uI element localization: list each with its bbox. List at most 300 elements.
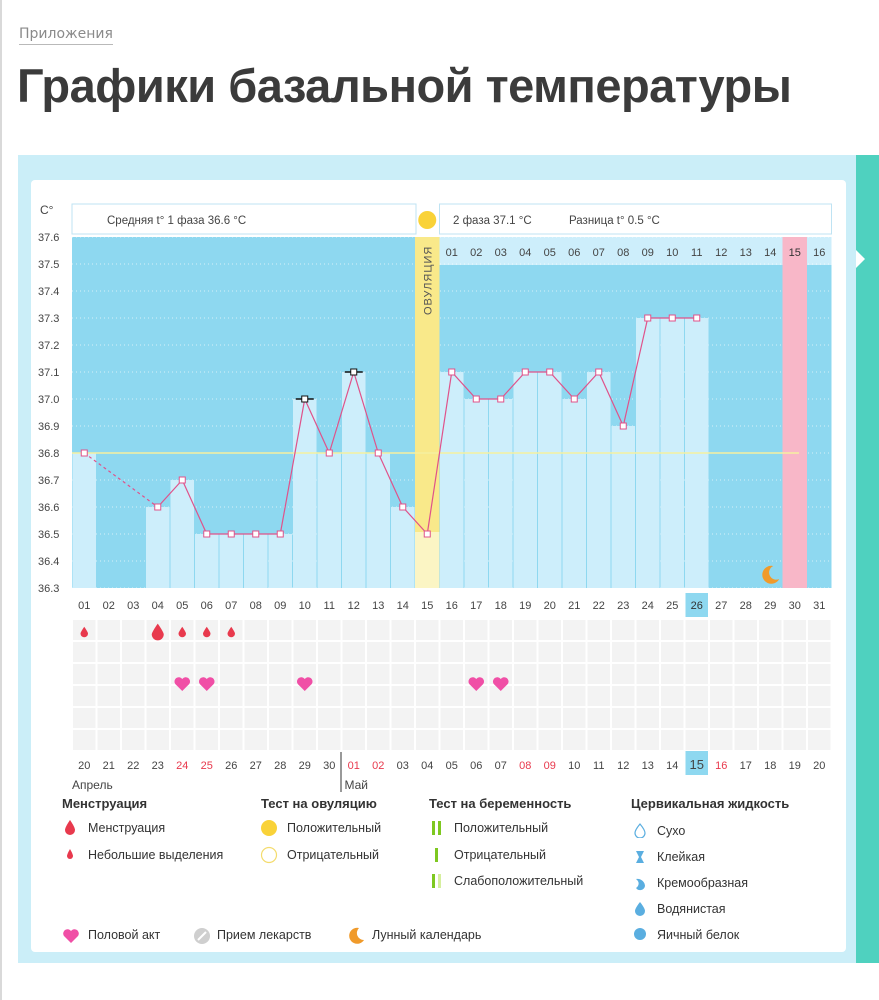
symptom-cell	[294, 708, 317, 728]
highlight-column	[783, 237, 808, 588]
date-label: 22	[127, 760, 140, 772]
temperature-point	[620, 423, 626, 429]
phase2-day-label: 07	[592, 247, 605, 259]
phase2-day-label: 08	[617, 247, 630, 259]
symptom-cell	[269, 708, 292, 728]
legend-pregnancy-title: Тест на беременность	[429, 796, 572, 811]
symptom-cell	[318, 642, 341, 662]
symptom-cell	[710, 664, 733, 684]
phase2-day-label: 05	[543, 247, 556, 259]
date-label: 29	[298, 760, 311, 772]
cycle-day-label: 25	[666, 600, 679, 612]
symptom-cell	[416, 708, 439, 728]
symptom-cell	[318, 664, 341, 684]
date-label: 26	[225, 760, 238, 772]
date-label: 06	[470, 760, 483, 772]
symptom-cell	[318, 686, 341, 706]
temperature-point	[277, 531, 283, 537]
symptom-cell	[245, 620, 268, 640]
symptom-cell	[367, 642, 390, 662]
sticky-icon	[634, 850, 646, 865]
symptom-cell	[220, 708, 243, 728]
symptom-cell	[637, 730, 660, 750]
symptom-cell	[392, 642, 415, 662]
symptom-cell	[367, 708, 390, 728]
symptom-cell	[294, 620, 317, 640]
legend-cervical-watery: Водянистая	[657, 902, 726, 916]
temperature-point	[375, 450, 381, 456]
symptom-cell	[245, 642, 268, 662]
legend-menstruation-item: Менструация	[88, 821, 166, 835]
symptom-cell	[686, 730, 709, 750]
symptom-cell	[514, 686, 537, 706]
date-label: 04	[421, 760, 434, 772]
symptom-cell	[147, 708, 170, 728]
symptom-cell	[808, 642, 831, 662]
symptom-cell	[637, 686, 660, 706]
legend-cervical-eggwhite: Яичный белок	[657, 928, 740, 942]
symptom-cell	[73, 686, 96, 706]
temperature-point	[326, 450, 332, 456]
date-label: 10	[568, 760, 581, 772]
symptom-cell	[73, 730, 96, 750]
cycle-day-label: 29	[764, 600, 777, 612]
symptom-cell	[465, 620, 488, 640]
symptom-cell	[98, 686, 121, 706]
symptom-cell	[392, 664, 415, 684]
phase2-day-label: 14	[764, 247, 777, 259]
legend-pregnancy-negative: Отрицательный	[454, 848, 547, 862]
temperature-bar	[220, 534, 244, 588]
symptom-cell	[735, 730, 758, 750]
date-label: 15	[689, 757, 704, 772]
symptom-cell	[269, 620, 292, 640]
date-label: 19	[788, 760, 801, 772]
y-tick-label: 37.2	[38, 340, 60, 352]
symptom-cell	[588, 664, 611, 684]
symptom-cell	[294, 730, 317, 750]
drop-small-icon	[66, 848, 74, 860]
symptom-cell	[784, 686, 807, 706]
cycle-day-label: 06	[200, 600, 213, 612]
phase2-day-label: 13	[739, 247, 752, 259]
symptom-cell	[784, 642, 807, 662]
date-label: 20	[78, 760, 91, 772]
cycle-day-label: 19	[519, 600, 532, 612]
temperature-point	[204, 531, 210, 537]
symptom-cell	[710, 730, 733, 750]
phase2-day-label: 06	[568, 247, 581, 259]
symptom-cell	[392, 620, 415, 640]
symptom-cell	[661, 730, 684, 750]
temperature-point	[81, 450, 87, 456]
ovulation-sun-icon	[418, 211, 436, 229]
legend-pregnancy-positive: Положительный	[454, 821, 549, 835]
month-label-may: Май	[344, 778, 369, 792]
date-label: 21	[102, 760, 115, 772]
cycle-day-label: 24	[641, 600, 654, 612]
date-label: 14	[666, 760, 679, 772]
legend-intercourse: Половой акт	[88, 928, 161, 942]
temperature-bar	[391, 507, 415, 588]
symptom-cell	[171, 708, 194, 728]
symptom-cell	[98, 664, 121, 684]
symptom-cell	[539, 664, 562, 684]
symptom-cell	[98, 620, 121, 640]
symptom-cell	[318, 620, 341, 640]
symptom-cell	[245, 686, 268, 706]
temperature-bar	[269, 534, 293, 588]
symptom-cell	[759, 708, 782, 728]
symptom-cell	[147, 664, 170, 684]
symptom-cell	[465, 642, 488, 662]
egg-white-icon	[633, 927, 647, 941]
symptom-cell	[367, 686, 390, 706]
symptom-cell	[661, 664, 684, 684]
temperature-point	[694, 315, 700, 321]
symptom-cell	[661, 708, 684, 728]
symptom-cell	[759, 620, 782, 640]
symptom-cell	[759, 730, 782, 750]
symptom-cell	[416, 664, 439, 684]
symptom-cell	[514, 642, 537, 662]
symptom-cell	[318, 708, 341, 728]
temperature-bar	[367, 453, 391, 588]
date-label: 02	[372, 760, 385, 772]
temperature-difference: Разница t° 0.5 °C	[569, 215, 660, 227]
pregnancy-negative-icon	[430, 847, 444, 863]
symptom-cell	[73, 642, 96, 662]
temperature-bar	[73, 453, 97, 588]
symptom-cell	[269, 730, 292, 750]
symptom-cell	[808, 730, 831, 750]
symptom-cell	[318, 730, 341, 750]
y-tick-label: 37.3	[38, 313, 60, 325]
symptom-cell	[588, 730, 611, 750]
symptom-cell	[73, 664, 96, 684]
symptom-cell	[637, 708, 660, 728]
cycle-day-label: 26	[690, 600, 703, 612]
cycle-day-label: 09	[274, 600, 287, 612]
temperature-point	[400, 504, 406, 510]
symptom-cell	[612, 730, 635, 750]
date-label: 20	[813, 760, 826, 772]
legend-ovulation-positive: Положительный	[287, 821, 382, 835]
temperature-point	[302, 396, 308, 402]
cycle-day-label: 18	[494, 600, 507, 612]
symptom-cell	[343, 730, 366, 750]
symptom-cell	[710, 686, 733, 706]
symptom-cell	[122, 620, 145, 640]
ovulation-label: ОВУЛЯЦИЯ	[422, 245, 435, 315]
date-label: 28	[274, 760, 287, 772]
symptom-cell	[588, 686, 611, 706]
date-label: 09	[543, 760, 556, 772]
symptom-cell	[735, 708, 758, 728]
y-axis-unit: C°	[40, 203, 54, 217]
cycle-day-label: 13	[372, 600, 385, 612]
temperature-bar	[318, 453, 342, 588]
watery-drop-icon	[634, 901, 646, 916]
date-label: 07	[494, 760, 507, 772]
symptom-cell	[343, 664, 366, 684]
temperature-bar	[465, 399, 489, 588]
symptom-cell	[122, 686, 145, 706]
symptom-cell	[563, 620, 586, 640]
pregnancy-positive-icon	[430, 820, 444, 836]
phase2-day-label: 02	[470, 247, 483, 259]
symptom-cell	[147, 730, 170, 750]
temperature-bar	[612, 426, 636, 588]
temperature-point	[571, 396, 577, 402]
symptom-cell	[588, 620, 611, 640]
cycle-day-label: 10	[298, 600, 311, 612]
temperature-bar	[563, 399, 587, 588]
symptom-cell	[122, 642, 145, 662]
cycle-day-label: 11	[323, 600, 335, 612]
cycle-day-label: 31	[813, 600, 826, 612]
breadcrumb-link[interactable]: Приложения	[19, 25, 113, 45]
cycle-day-label: 03	[127, 600, 140, 612]
temperature-point	[596, 369, 602, 375]
symptom-cell	[759, 664, 782, 684]
symptom-cell	[490, 708, 513, 728]
symptom-cell	[343, 708, 366, 728]
y-tick-label: 37.4	[38, 286, 60, 298]
symptom-cell	[808, 686, 831, 706]
phase2-day-label: 10	[666, 247, 679, 259]
cycle-day-label: 07	[225, 600, 238, 612]
symptom-cell	[220, 664, 243, 684]
symptom-cell	[441, 686, 464, 706]
drop-large-icon	[64, 819, 76, 835]
symptom-cell	[269, 642, 292, 662]
symptom-cell	[465, 730, 488, 750]
symptom-cell	[245, 708, 268, 728]
cycle-day-label: 04	[151, 600, 164, 612]
temperature-bar	[440, 372, 464, 588]
symptom-cell	[588, 642, 611, 662]
date-label: 17	[739, 760, 752, 772]
y-tick-label: 36.6	[38, 502, 60, 514]
dry-drop-icon	[634, 823, 646, 838]
symptom-cell	[539, 708, 562, 728]
symptom-cell	[686, 664, 709, 684]
symptom-cell	[294, 642, 317, 662]
symptom-cell	[612, 664, 635, 684]
temperature-point	[547, 369, 553, 375]
date-label: 13	[641, 760, 654, 772]
ovulation-negative-icon	[260, 846, 278, 864]
symptom-cell	[808, 708, 831, 728]
symptom-cell	[343, 686, 366, 706]
phase2-day-label: 09	[641, 247, 654, 259]
date-label: 11	[593, 760, 605, 772]
legend-ovulation-title: Тест на овуляцию	[261, 796, 377, 811]
symptom-cell	[661, 620, 684, 640]
symptom-cell	[441, 642, 464, 662]
date-label: 18	[764, 760, 777, 772]
symptom-cell	[784, 708, 807, 728]
legend-cervical-title: Цервикальная жидкость	[631, 796, 790, 811]
cycle-day-label: 30	[788, 600, 801, 612]
pregnancy-weak-icon	[430, 873, 444, 889]
heart-icon	[62, 928, 80, 944]
y-tick-label: 37.0	[38, 394, 60, 406]
symptom-cell	[514, 730, 537, 750]
symptom-cell	[122, 664, 145, 684]
cycle-day-label: 01	[78, 600, 91, 612]
symptom-cell	[392, 686, 415, 706]
date-label: 12	[617, 760, 630, 772]
cycle-day-label: 17	[470, 600, 483, 612]
symptom-cell	[539, 686, 562, 706]
symptom-cell	[367, 730, 390, 750]
symptom-cell	[514, 664, 537, 684]
phase2-day-label: 01	[445, 247, 458, 259]
ovulation-positive-icon	[260, 819, 278, 837]
date-label: 25	[200, 760, 213, 772]
symptom-cell	[196, 708, 219, 728]
symptom-cell	[686, 642, 709, 662]
symptom-cell	[171, 730, 194, 750]
symptom-cell	[686, 708, 709, 728]
temperature-bar	[342, 372, 366, 588]
symptom-cell	[759, 642, 782, 662]
symptom-cell	[735, 664, 758, 684]
phase2-day-label: 11	[691, 247, 703, 259]
symptom-cell	[490, 642, 513, 662]
symptom-cell	[808, 664, 831, 684]
symptom-cell	[490, 730, 513, 750]
highlight-day-label: 15	[788, 247, 801, 259]
page-title: Графики базальной температуры	[17, 59, 792, 112]
symptom-cell	[220, 686, 243, 706]
symptom-cell	[612, 620, 635, 640]
symptom-cell	[784, 730, 807, 750]
legend-spotting-item: Небольшие выделения	[88, 848, 224, 862]
symptom-cell	[563, 664, 586, 684]
y-tick-label: 36.3	[38, 583, 60, 595]
date-label: 30	[323, 760, 336, 772]
symptom-cell	[245, 664, 268, 684]
symptom-cell	[98, 708, 121, 728]
y-tick-label: 36.7	[38, 475, 60, 487]
symptom-cell	[539, 642, 562, 662]
temperature-bar	[171, 480, 195, 588]
symptom-cell	[637, 664, 660, 684]
phase2-day-label: 16	[813, 247, 826, 259]
temperature-bar	[489, 399, 513, 588]
date-label: 16	[715, 760, 728, 772]
symptom-cell	[98, 730, 121, 750]
cycle-day-label: 15	[421, 600, 434, 612]
temperature-point	[498, 396, 504, 402]
symptom-cell	[196, 730, 219, 750]
date-label: 24	[176, 760, 189, 772]
symptom-cell	[612, 708, 635, 728]
phase1-average: Средняя t° 1 фаза 36.6 °C	[107, 215, 247, 227]
legend-pregnancy-weak: Слабоположительный	[454, 874, 584, 888]
symptom-cell	[98, 642, 121, 662]
temperature-bar	[514, 372, 538, 588]
symptom-cell	[735, 642, 758, 662]
symptom-cell	[441, 620, 464, 640]
symptom-cell	[416, 686, 439, 706]
cycle-day-label: 21	[568, 600, 581, 612]
cycle-day-label: 12	[347, 600, 360, 612]
temperature-point	[424, 531, 430, 537]
symptom-cell	[563, 708, 586, 728]
date-label: 05	[445, 760, 458, 772]
symptom-cell	[269, 664, 292, 684]
symptom-cell	[171, 642, 194, 662]
temperature-point	[522, 369, 528, 375]
symptom-cell	[147, 686, 170, 706]
symptom-cell	[710, 642, 733, 662]
temperature-point	[253, 531, 259, 537]
temperature-bar	[195, 534, 219, 588]
date-label: 27	[249, 760, 262, 772]
symptom-cell	[343, 620, 366, 640]
symptom-cell	[539, 620, 562, 640]
symptom-cell	[441, 664, 464, 684]
date-label: 03	[396, 760, 409, 772]
symptom-cell	[122, 708, 145, 728]
symptom-cell	[441, 708, 464, 728]
temperature-point	[449, 369, 455, 375]
symptom-cell	[612, 642, 635, 662]
legend-menstruation-title: Менструация	[62, 796, 148, 811]
symptom-cell	[686, 686, 709, 706]
symptom-cell	[220, 730, 243, 750]
cycle-day-label: 23	[617, 600, 630, 612]
symptom-cell	[759, 686, 782, 706]
temperature-bar	[293, 399, 317, 588]
symptom-cell	[220, 642, 243, 662]
cycle-day-label: 20	[543, 600, 556, 612]
symptom-cell	[563, 642, 586, 662]
temperature-point	[473, 396, 479, 402]
cycle-day-label: 27	[715, 600, 728, 612]
symptom-cell	[441, 730, 464, 750]
symptom-cell	[612, 686, 635, 706]
symptom-cell	[661, 642, 684, 662]
temperature-point	[351, 369, 357, 375]
creamy-drop-icon	[634, 876, 646, 891]
temperature-bar	[146, 507, 170, 588]
symptom-cell	[122, 730, 145, 750]
temperature-bar	[244, 534, 268, 588]
symptom-cell	[514, 620, 537, 640]
temperature-point	[645, 315, 651, 321]
symptom-cell	[588, 708, 611, 728]
temperature-point	[179, 477, 185, 483]
symptom-cell	[735, 686, 758, 706]
symptom-cell	[539, 730, 562, 750]
month-label-april: Апрель	[72, 778, 113, 792]
date-label: 23	[151, 760, 164, 772]
cycle-day-label: 16	[445, 600, 458, 612]
symptom-cell	[147, 642, 170, 662]
pill-icon	[193, 927, 211, 945]
phase2-average: 2 фаза 37.1 °C	[453, 215, 532, 227]
y-tick-label: 37.5	[38, 259, 60, 271]
symptom-cell	[416, 620, 439, 640]
symptom-cell	[245, 730, 268, 750]
date-label: 08	[519, 760, 532, 772]
symptom-cell	[808, 620, 831, 640]
